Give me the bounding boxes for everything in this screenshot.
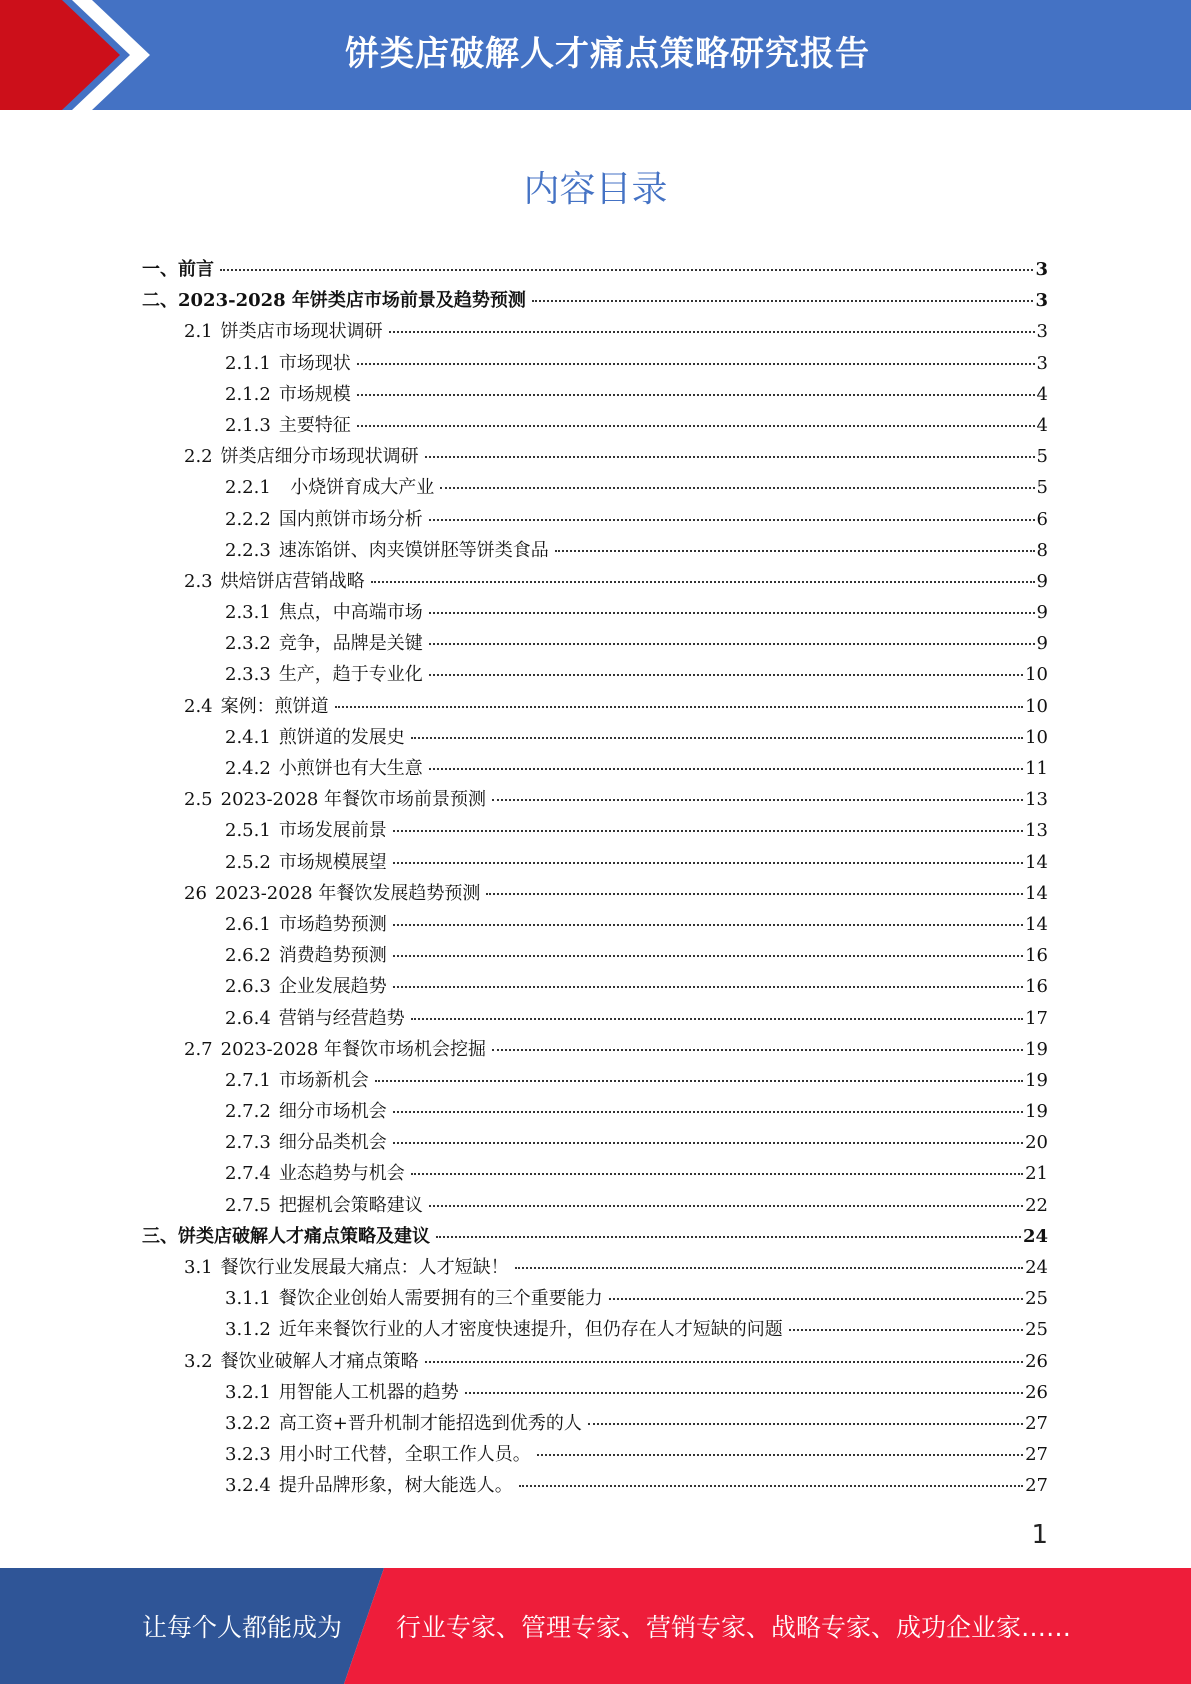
- toc-entry-number: 2.6.3: [225, 976, 271, 998]
- toc-entry-label: 餐饮业破解人才痛点策略: [220, 1350, 419, 1372]
- toc-entry-number: 2.2: [184, 446, 213, 468]
- toc-entry-number: 二、: [142, 290, 178, 312]
- toc-dot-leader: [357, 424, 1035, 427]
- toc-entry-number: 一、: [142, 259, 178, 280]
- toc-entry-page: 26: [1025, 1381, 1048, 1403]
- toc-entry-page: 14: [1025, 851, 1048, 873]
- toc-entry-label: 把握机会策略建议: [278, 1194, 423, 1216]
- toc-dot-leader: [515, 1266, 1023, 1269]
- toc-dot-leader: [220, 268, 1033, 271]
- toc-dot-leader: [486, 892, 1023, 895]
- toc-entry-number: 三、: [142, 1225, 178, 1247]
- toc-dot-leader: [393, 985, 1023, 988]
- toc-entry-number: 3.1.1: [225, 1288, 271, 1310]
- toc-entry-label: 速冻馅饼、肉夹馍饼胚等饼类食品: [278, 539, 549, 561]
- toc-entry-number: 3.2.3: [225, 1444, 271, 1466]
- toc-entry-page: 5: [1036, 477, 1048, 499]
- toc-list: [142, 254, 1048, 1502]
- toc-entry-page: 26: [1025, 1350, 1048, 1372]
- toc-dot-leader: [393, 923, 1023, 926]
- toc-entry-page: 9: [1036, 633, 1048, 655]
- toc-entry-label: 细分市场机会: [278, 1101, 387, 1123]
- toc-entry-label: 细分品类机会: [278, 1132, 387, 1154]
- toc-entry[interactable]: [142, 722, 1048, 753]
- toc-entry[interactable]: [142, 628, 1048, 659]
- toc-entry-number: 2.3: [184, 570, 213, 592]
- toc-entry-number: 2.7.3: [225, 1132, 271, 1154]
- toc-entry-number: 2.7.2: [225, 1101, 271, 1123]
- toc-dot-leader: [393, 1110, 1023, 1113]
- toc-entry[interactable]: [142, 1190, 1048, 1221]
- toc-entry-page: 17: [1025, 1007, 1048, 1029]
- toc-entry[interactable]: [142, 1439, 1048, 1470]
- toc-entry-page: 3: [1035, 259, 1048, 280]
- toc-dot-leader: [789, 1328, 1023, 1331]
- toc-entry-number: 2.5.2: [225, 851, 271, 873]
- toc-entry[interactable]: [142, 878, 1048, 909]
- toc-entry-page: 24: [1025, 1257, 1048, 1278]
- toc-entry[interactable]: [142, 472, 1048, 503]
- toc-entry-number: 2.3.2: [225, 633, 271, 655]
- toc-dot-leader: [537, 1453, 1023, 1456]
- toc-entry[interactable]: [142, 1283, 1048, 1314]
- toc-entry-page: 27: [1025, 1475, 1048, 1497]
- toc-entry-label: 烘焙饼店营销战略: [220, 570, 365, 592]
- toc-dot-leader: [335, 705, 1023, 708]
- toc-entry[interactable]: [142, 784, 1048, 815]
- toc-dot-leader: [429, 642, 1035, 645]
- toc-dot-leader: [429, 1204, 1023, 1207]
- toc-entry-number: 2.1.2: [225, 383, 271, 405]
- toc-entry[interactable]: [142, 597, 1048, 628]
- toc-entry-number: 2.2.2: [225, 508, 271, 530]
- toc-dot-leader: [425, 1360, 1023, 1363]
- toc-entry-page: 27: [1025, 1444, 1048, 1466]
- toc-entry-page: 14: [1025, 913, 1048, 935]
- toc-dot-leader: [411, 1017, 1023, 1020]
- toc-entry-page: 9: [1036, 570, 1048, 592]
- toc-entry[interactable]: [142, 691, 1048, 722]
- toc-entry-label: 小煎饼也有大生意: [278, 758, 423, 779]
- toc-entry-label: 前言: [178, 259, 214, 280]
- toc-entry-number: 2.3.3: [225, 664, 271, 686]
- toc-entry-number: 2.2.3: [225, 539, 271, 561]
- toc-entry[interactable]: [142, 1346, 1048, 1377]
- toc-entry[interactable]: [142, 1034, 1048, 1065]
- toc-entry-number: 2.2.1: [225, 477, 271, 499]
- toc-entry-page: 9: [1036, 602, 1048, 624]
- toc-entry-label: 小烧饼育成大产业: [278, 477, 435, 499]
- report-title: 饼类店破解人才痛点策略研究报告: [345, 34, 870, 74]
- toc-entry-label: 饼类店市场现状调研: [220, 321, 383, 343]
- toc-entry-page: 8: [1036, 539, 1048, 561]
- toc-entry[interactable]: [142, 1158, 1048, 1189]
- toc-entry-number: 3.1.2: [225, 1319, 271, 1341]
- toc-entry-page: 4: [1036, 414, 1048, 436]
- toc-entry-page: 19: [1025, 1038, 1048, 1060]
- toc-dot-leader: [492, 798, 1023, 801]
- toc-entry-label: 餐饮企业创始人需要拥有的三个重要能力: [278, 1288, 603, 1310]
- toc-entry-label: 国内煎饼市场分析: [278, 508, 423, 530]
- toc-dot-leader: [375, 1079, 1023, 1082]
- toc-entry-page: 10: [1025, 664, 1048, 686]
- toc-entry-number: 2.6.1: [225, 913, 271, 935]
- toc-entry-label: 案例：煎饼道: [220, 695, 329, 717]
- toc-entry[interactable]: [142, 254, 1048, 285]
- toc-entry-number: 2.1.1: [225, 352, 271, 374]
- toc-entry-number: 3.1: [184, 1257, 213, 1278]
- toc-entry[interactable]: [142, 1314, 1048, 1345]
- toc-entry-number: 3.2.4: [225, 1475, 271, 1497]
- toc-entry[interactable]: [142, 815, 1048, 846]
- toc-entry[interactable]: [142, 285, 1048, 316]
- toc-dot-leader: [588, 1422, 1023, 1425]
- toc-entry-number: 2.7.4: [225, 1163, 271, 1185]
- toc-entry[interactable]: [142, 753, 1048, 784]
- toc-entry-label: 主要特征: [278, 414, 351, 436]
- toc-entry-page: 3: [1036, 352, 1048, 374]
- toc-entry-number: 2.7.1: [225, 1069, 271, 1091]
- toc-entry[interactable]: [142, 535, 1048, 566]
- toc-dot-leader: [519, 1484, 1023, 1487]
- toc-entry-label: 业态趋势与机会: [278, 1163, 405, 1185]
- toc-entry[interactable]: [142, 348, 1048, 379]
- toc-entry-number: 2.3.1: [225, 602, 271, 624]
- toc-entry-number: 2.6.4: [225, 1007, 271, 1029]
- toc-entry-label: 焦点，中高端市场: [278, 602, 423, 624]
- toc-entry-page: 3: [1035, 290, 1048, 312]
- toc-entry-page: 13: [1025, 820, 1048, 842]
- toc-entry[interactable]: [142, 316, 1048, 347]
- toc-entry-label: 用小时工代替，全职工作人员。: [278, 1444, 531, 1466]
- toc-entry-page: 22: [1025, 1194, 1048, 1216]
- toc-entry[interactable]: [142, 909, 1048, 940]
- toc-dot-leader: [492, 1048, 1023, 1051]
- toc-entry-page: 21: [1025, 1163, 1048, 1185]
- toc-entry-number: 2.5.1: [225, 820, 271, 842]
- toc-entry-number: 2.4.1: [225, 726, 271, 748]
- toc-entry-page: 10: [1025, 726, 1048, 748]
- toc-dot-leader: [357, 393, 1035, 396]
- toc-entry-label: 高工资+晋升机制才能招选到优秀的人: [278, 1412, 582, 1434]
- toc-entry-label: 市场发展前景: [278, 820, 387, 842]
- toc-dot-leader: [555, 549, 1035, 552]
- toc-entry-label: 市场新机会: [278, 1069, 369, 1091]
- toc-entry-label: 消费趋势预测: [278, 945, 387, 967]
- toc-dot-leader: [357, 362, 1035, 365]
- toc-dot-leader: [429, 767, 1023, 770]
- toc-dot-leader: [411, 1172, 1023, 1175]
- toc-entry-page: 16: [1025, 976, 1048, 998]
- toc-entry-number: 2.7.5: [225, 1194, 271, 1216]
- toc-dot-leader: [440, 486, 1034, 489]
- toc-entry-number: 2.7: [184, 1038, 213, 1060]
- toc-dot-leader: [465, 1391, 1023, 1394]
- toc-entry[interactable]: [142, 1377, 1048, 1408]
- toc-entry-number: 3.2: [184, 1350, 213, 1372]
- toc-entry-number: 3.2.1: [225, 1381, 271, 1403]
- toc-heading: 内容目录: [523, 169, 668, 210]
- toc-entry-label: 市场现状: [278, 352, 351, 374]
- toc-entry-number: 2.4.2: [225, 758, 271, 779]
- toc-entry-page: 16: [1025, 945, 1048, 967]
- toc-dot-leader: [371, 580, 1035, 583]
- toc-dot-leader: [609, 1297, 1023, 1300]
- toc-dot-leader: [393, 861, 1023, 864]
- toc-entry[interactable]: [142, 940, 1048, 971]
- toc-entry-label: 餐饮行业发展最大痛点：人才短缺！: [220, 1257, 509, 1278]
- toc-entry-label: 2023-2028 年餐饮市场前景预测: [220, 789, 487, 811]
- toc-entry[interactable]: [142, 504, 1048, 535]
- toc-dot-leader: [425, 455, 1035, 458]
- toc-dot-leader: [389, 330, 1035, 333]
- toc-entry[interactable]: [142, 1470, 1048, 1501]
- toc-entry-page: 6: [1036, 508, 1048, 530]
- toc-entry-label: 2023-2028 年餐饮发展趋势预测: [214, 882, 481, 904]
- toc-entry-page: 14: [1025, 882, 1048, 904]
- toc-entry-label: 用智能人工机器的趋势: [278, 1381, 459, 1403]
- toc-entry[interactable]: [142, 410, 1048, 441]
- toc-entry-page: 20: [1025, 1132, 1048, 1154]
- toc-entry-label: 市场趋势预测: [278, 913, 387, 935]
- toc-entry[interactable]: [142, 1096, 1048, 1127]
- toc-entry-label: 饼类店细分市场现状调研: [220, 446, 419, 468]
- toc-dot-leader: [532, 299, 1034, 302]
- toc-dot-leader: [393, 954, 1023, 957]
- toc-dot-leader: [393, 1141, 1023, 1144]
- footer-tagline: 行业专家、管理专家、营销专家、战略专家、成功企业家……: [396, 1613, 1072, 1642]
- toc-entry[interactable]: [142, 1221, 1048, 1252]
- toc-entry-number: 2.4: [184, 695, 213, 717]
- toc-entry[interactable]: [142, 441, 1048, 472]
- footer-slogan: 让每个人都能成为: [142, 1613, 343, 1642]
- toc-entry-number: 26: [184, 882, 207, 904]
- toc-entry[interactable]: [142, 379, 1048, 410]
- toc-entry-number: 2.6.2: [225, 945, 271, 967]
- toc-entry-label: 营销与经营趋势: [278, 1007, 405, 1029]
- toc-entry-page: 3: [1036, 321, 1048, 343]
- toc-dot-leader: [429, 518, 1035, 521]
- toc-dot-leader: [393, 829, 1023, 832]
- toc-entry-label: 市场规模: [278, 383, 351, 405]
- toc-entry-page: 19: [1025, 1101, 1048, 1123]
- toc-entry-number: 2.1.3: [225, 414, 271, 436]
- toc-entry-label: 煎饼道的发展史: [278, 726, 405, 748]
- toc-entry-page: 27: [1025, 1412, 1048, 1434]
- toc-entry-page: 10: [1025, 695, 1048, 717]
- toc-entry-page: 24: [1022, 1225, 1048, 1247]
- toc-entry-label: 饼类店破解人才痛点策略及建议: [178, 1225, 430, 1247]
- toc-entry[interactable]: [142, 1252, 1048, 1283]
- toc-entry-page: 19: [1025, 1069, 1048, 1091]
- page-number: 1: [1031, 1520, 1048, 1550]
- toc-entry-label: 企业发展趋势: [278, 976, 387, 998]
- toc-entry-page: 4: [1036, 383, 1048, 405]
- toc-entry[interactable]: [142, 1127, 1048, 1158]
- toc-dot-leader: [436, 1235, 1021, 1238]
- toc-entry-page: 5: [1036, 446, 1048, 468]
- toc-entry-page: 25: [1025, 1319, 1048, 1341]
- toc-entry-number: 3.2.2: [225, 1412, 271, 1434]
- toc-entry[interactable]: [142, 566, 1048, 597]
- toc-entry[interactable]: [142, 1065, 1048, 1096]
- toc-entry-label: 2023-2028 年餐饮市场机会挖掘: [220, 1038, 487, 1060]
- toc-entry-label: 生产，趋于专业化: [278, 664, 423, 686]
- toc-entry[interactable]: [142, 971, 1048, 1002]
- toc-entry-label: 提升品牌形象，树大能选人。: [278, 1475, 513, 1497]
- toc-entry-page: 13: [1025, 789, 1048, 811]
- toc-dot-leader: [429, 673, 1023, 676]
- toc-entry[interactable]: [142, 1003, 1048, 1034]
- toc-entry[interactable]: [142, 659, 1048, 690]
- toc-entry-label: 近年来餐饮行业的人才密度快速提升，但仍存在人才短缺的问题: [278, 1319, 783, 1341]
- toc-entry-number: 2.1: [184, 321, 213, 343]
- toc-entry-page: 11: [1025, 758, 1048, 779]
- toc-entry-page: 25: [1025, 1288, 1048, 1310]
- toc-entry[interactable]: [142, 1408, 1048, 1439]
- toc-entry-label: 竞争，品牌是关键: [278, 633, 423, 655]
- toc-entry[interactable]: [142, 847, 1048, 878]
- toc-entry-number: 2.5: [184, 789, 213, 811]
- toc-dot-leader: [429, 611, 1035, 614]
- toc-dot-leader: [411, 736, 1023, 739]
- toc-entry-label: 2023-2028 年饼类店市场前景及趋势预测: [178, 290, 526, 312]
- toc-entry-label: 市场规模展望: [278, 851, 387, 873]
